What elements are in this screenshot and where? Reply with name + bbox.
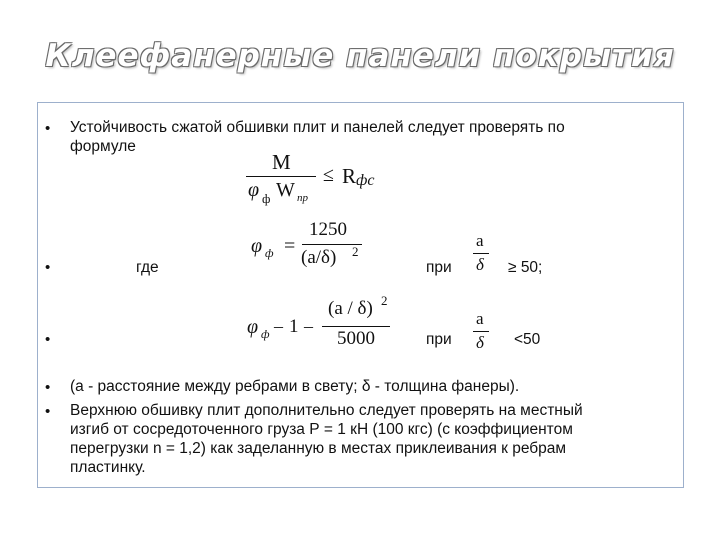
bullet-1-text-line-1: Устойчивость сжатой обшивки плит и панелей следует проверять по: [70, 119, 565, 136]
formula-2-phi-subscript: ф: [265, 246, 274, 260]
formula-2-equals: =: [284, 235, 296, 257]
bullet-4-text: (a - расстояние между ребрами в свету; δ - толщина фанеры).: [70, 378, 520, 395]
formula-3-denominator: 5000: [337, 328, 375, 349]
formula-3-minus-2: –: [304, 316, 313, 336]
bullet-marker-2: •: [45, 259, 51, 276]
formula-3-one: 1: [289, 316, 299, 337]
bullet-marker-3: •: [45, 331, 51, 348]
formula-2-ratio-numerator: a: [476, 231, 484, 250]
formula-2-power: 2: [352, 244, 359, 259]
formula-1-w-subscript: пр: [297, 192, 308, 204]
formula-3-ratio-bar: [473, 331, 489, 332]
formula-1-phi-subscript: ф: [262, 191, 271, 206]
bullet-marker-1: •: [45, 120, 51, 137]
bullet-marker-4: •: [45, 379, 51, 396]
formula-2-ratio-bar: [473, 253, 489, 254]
bullet-1-text-line-2: формуле: [70, 138, 136, 155]
formula-1-r: R: [342, 164, 357, 188]
formula-3-numerator: (a / δ): [328, 298, 373, 319]
formula-3-power: 2: [381, 293, 388, 308]
slide-title: Клеефанерные панели покрытия: [45, 38, 675, 74]
formula-1-fraction-bar: [246, 176, 316, 177]
formula-3-when-label: при: [426, 331, 452, 348]
formula-2-numerator: 1250: [309, 219, 347, 240]
formula-3-fraction-bar: [322, 326, 390, 327]
formula-2-when-label: при: [426, 259, 452, 276]
formula-2-denominator: (a/δ): [301, 247, 337, 268]
bullet-2-where-label: где: [136, 259, 159, 276]
formula-3-minus-1: –: [274, 316, 283, 336]
formula-2-ratio-denominator: δ: [476, 255, 484, 274]
formula-3-phi: φ: [247, 316, 259, 338]
formula-1-numerator: M: [272, 150, 291, 174]
bullet-5-text-line-2: изгиб от сосредоточенного груза Р = 1 кН (100 кгс) (с коэффициентом: [70, 421, 573, 438]
formula-3-condition: <50: [514, 331, 541, 348]
formula-2-phi: φ: [251, 235, 263, 257]
formula-1-phi: φ: [248, 179, 260, 201]
formula-1-r-subscript: фс: [356, 172, 375, 189]
bullet-5-text-line-3: перегрузки n = 1,2) как заделанную в местах приклеивания к ребрам: [70, 440, 567, 457]
bullet-marker-5: •: [45, 403, 51, 420]
formula-3-phi-subscript: ф: [261, 327, 270, 341]
formula-1-w: W: [276, 179, 295, 201]
formula-3-ratio-denominator: δ: [476, 333, 484, 352]
bullet-5-text-line-1: Верхнюю обшивку плит дополнительно следует проверять на местный: [70, 402, 583, 419]
formula-3-ratio-numerator: a: [476, 309, 484, 328]
formula-1-leq-sign: ≤: [323, 164, 334, 186]
bullet-5-text-line-4: пластинку.: [70, 459, 146, 476]
formula-2-condition: ≥ 50;: [508, 259, 543, 276]
